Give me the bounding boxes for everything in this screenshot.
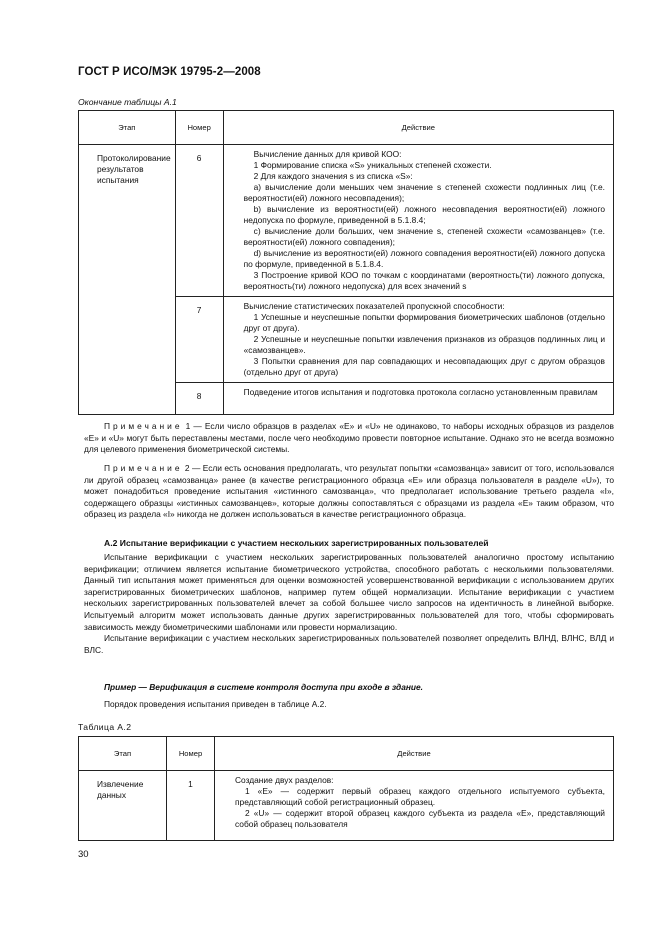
table2-caption: Таблица А.2	[78, 722, 132, 732]
table-a2	[78, 736, 614, 841]
action-line: Вычисление статистических показателей пропускной способности:	[243, 301, 505, 311]
action-line: 1 «E» — содержит первый образец каждого отдельного испытуемого субъекта, представляющий собой регистрационный образец.	[235, 786, 605, 807]
note-1-label: Примечание	[104, 421, 183, 431]
column-header-stage: Этап	[79, 111, 176, 145]
action-line: c) вычисление доли больших, чем значение s, степеней схожести «самозванцев» (т.е. вероятности(ей) ложного совпадения);	[243, 226, 605, 247]
table1-caption: Окончание таблицы А.1	[78, 97, 177, 107]
column-header-action: Действие	[223, 111, 613, 145]
action-line: Подведение итогов испытания и подготовка протокола согласно установленным правилам	[243, 387, 598, 397]
action-line: 1 Формирование списка «S» уникальных степеней схожести.	[253, 160, 492, 170]
document-header: ГОСТ Р ИСО/МЭК 19795-2—2008	[78, 66, 261, 78]
action-line: Создание двух разделов:	[235, 775, 334, 785]
example-line	[84, 682, 614, 694]
action-line: Вычисление данных для кривой КОО:	[253, 149, 402, 159]
column-header-number: Номер	[167, 737, 215, 771]
table1-header-row	[79, 111, 614, 145]
action-line: 1 Успешные и неуспешные попытки формирования биометрических шаблонов (отдельно друг от друга).	[243, 312, 605, 333]
action-line: 3 Попытки сравнения для пар совпадающих и несовпадающих друг с другом образцов (отдельно друг от друга)	[243, 356, 605, 377]
action-line: a) вычисление доли меньших чем значение s степеней схожести подлинных лиц (т.е. вероятности(ей) ложного несовпадения);	[243, 182, 605, 203]
stage-cell: Протоколирование результатов испытания	[79, 145, 176, 415]
note-1-text: 1 — Если число образцов в разделах «E» и «U» не одинаково, то наборы исходных образцов из разделов «E» и «U» могут быть переставлены местами, после чего необходимо провести повторное испытание. Однако это не всегда возможно для целевого применения биометрической системы.	[84, 421, 614, 455]
action-line: d) вычисление из вероятности(ей) ложного совпадения вероятности(ей) ложного допуска по формуле, приведенной в 5.1.8.4.	[243, 248, 605, 269]
number-cell: 8	[175, 383, 223, 415]
stage-cell: Извлечение данных	[79, 771, 167, 841]
number-cell: 6	[175, 145, 223, 297]
action-line: 2 Для каждого значения s из списка «S»:	[253, 171, 413, 181]
note-1	[84, 421, 614, 456]
action-line: 2 «U» — содержит второй образец каждого субъекта из раздела «E», представляющий собой образец пользователя	[235, 808, 605, 829]
section-body	[84, 552, 614, 656]
action-line: b) вычисление из вероятности(ей) ложного несовпадения вероятности(ей) ложного недопуска по формуле, приведенной в 5.1.8.4;	[243, 204, 605, 225]
table2-header-row	[79, 737, 614, 771]
note-2	[84, 463, 614, 521]
action-line: 2 Успешные и неуспешные попытки извлечения признаков из образцов подлинных лиц и «самозванцев».	[243, 334, 605, 355]
action-cell	[215, 771, 614, 841]
action-cell	[223, 383, 613, 415]
column-header-stage: Этап	[79, 737, 167, 771]
example-text: Пример — Верификация в системе контроля доступа при входе в здание.	[104, 682, 424, 692]
number-cell: 7	[175, 297, 223, 383]
page-number: 30	[78, 849, 89, 860]
action-cell	[223, 297, 613, 383]
section-paragraph: Порядок проведения испытания приведен в таблице А.2.	[104, 699, 327, 709]
note-2-text: 2 — Если есть основания предполагать, что результат попытки «самозванца» зависит от того, использовался ли другой образец «самозванца» ранее (в качестве регистрационного образца «E» или образца пользователя в разделе «U»), то может понадобиться проведение испытания «истинного самозванца», что предполагает использование третьего раздела «I», содержащего образцы «истинных самозванцев», которые должны сопоставляться с образцами из раздела «E» таким образом, что образец из раздела «I» никогда не должен использоваться в качестве регистрационного образца.	[84, 463, 614, 520]
table-reference	[84, 699, 614, 711]
column-header-action: Действие	[215, 737, 614, 771]
table-row	[79, 145, 614, 297]
action-cell	[223, 145, 613, 297]
note-2-label: Примечание	[104, 463, 183, 473]
number-cell: 1	[167, 771, 215, 841]
table-a1-continued	[78, 110, 614, 415]
column-header-number: Номер	[175, 111, 223, 145]
action-line: 3 Построение кривой КОО по точкам с координатами (вероятность(ти) ложного допуска, вероятность(ти) ложного недопуска) для всех значений s	[243, 270, 605, 291]
section-heading: А.2 Испытание верификации с участием нескольких зарегистрированных пользователей	[104, 538, 489, 548]
table-row	[79, 771, 614, 841]
section-paragraph: Испытание верификации с участием нескольких зарегистрированных пользователей позволяет определить ВЛНД, ВЛНС, ВЛД и ВЛС.	[84, 633, 614, 655]
section-paragraph: Испытание верификации с участием нескольких зарегистрированных пользователей аналогично простому испытанию верификации; отличием является испытание биометрического устройства, способного работать с несколькими пользователями. Данный тип испытания может применяться для оценки возможностей усовершенствованной верификации с использованием других зарегистрированных биометрических шаблонов, например путем общей нормализации. Испытание верификации с участием нескольких зарегистрированных пользователей влечет за собой большее число запросов на идентичность в линейной выборке. Испытуемый алгоритм может использовать данные других зарегистрированных пользователей для того, чтобы сформировать зависимость между биометрическими шаблонами или провести нормализацию.	[84, 552, 614, 632]
